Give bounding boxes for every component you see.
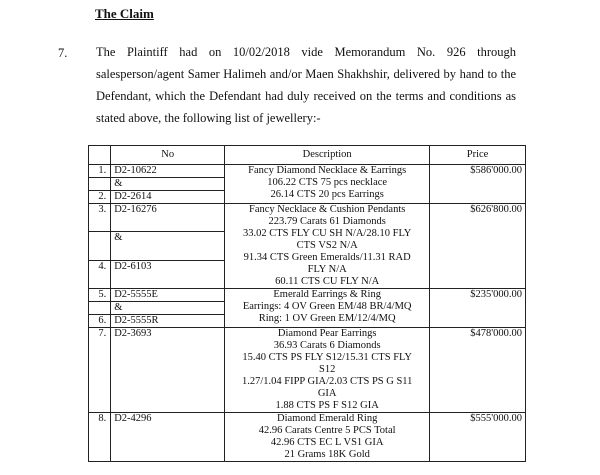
row-index — [89, 302, 111, 315]
row-price: $555'000.00 — [430, 413, 526, 462]
row-item-no: D2-5555R — [111, 315, 225, 328]
table-row — [89, 165, 526, 178]
paragraph-line: stated above, the following list of jewellery:- — [96, 111, 321, 125]
row-item-no: D2-6103 — [111, 260, 225, 288]
description-line: S12 — [319, 364, 336, 375]
description-line: Ring: 1 OV Green EM/12/4/MQ — [258, 313, 396, 324]
description-line: GIA — [317, 388, 337, 399]
paragraph-line: Defendant, which the Defendant had duly received on the terms and conditions as — [96, 89, 516, 103]
table-header-row — [89, 146, 526, 165]
section-heading: The Claim — [95, 6, 154, 21]
description-line: 42.96 Carats Centre 5 PCS Total — [258, 425, 396, 436]
row-item-no: & — [111, 302, 225, 315]
paragraph-line: salesperson/agent Samer Halimeh and/or Maen Shakhshir, delivered by hand to the — [96, 67, 516, 81]
row-index: 5. — [89, 289, 111, 302]
row-item-no: D2-4296 — [111, 413, 225, 462]
jewellery-table — [88, 145, 526, 462]
header-description: Description — [225, 146, 430, 165]
row-item-no: D2-10622 — [111, 165, 225, 178]
description-line: 36.93 Carats 6 Diamonds — [273, 340, 381, 351]
row-index: 2. — [89, 191, 111, 204]
table-row — [89, 328, 526, 413]
row-index — [89, 178, 111, 191]
table-row — [89, 289, 526, 302]
row-description — [225, 165, 430, 204]
description-line: 42.96 CTS EC L VS1 GIA — [270, 437, 384, 448]
row-index: 1. — [89, 165, 111, 178]
description-line: 26.14 CTS 20 pcs Earrings — [270, 189, 384, 200]
row-price: $626'800.00 — [430, 204, 526, 289]
paragraph-line: The Plaintiff had on 10/02/2018 vide Memorandum No. 926 through — [96, 45, 516, 59]
description-line: 21 Grams 18K Gold — [284, 449, 370, 460]
description-line: 60.11 CTS CU FLY N/A — [275, 276, 380, 287]
table-row — [89, 413, 526, 462]
description-line: CTS VS2 N/A — [296, 240, 358, 251]
claim-paragraph — [96, 41, 516, 129]
description-line: Emerald Earrings & Ring — [273, 289, 381, 300]
row-item-no: D2-2614 — [111, 191, 225, 204]
row-item-no: & — [111, 178, 225, 191]
description-line: 106.22 CTS 75 pcs necklace — [267, 177, 388, 188]
description-line: 1.88 CTS PS F S12 GIA — [275, 400, 379, 411]
description-line: Fancy Diamond Necklace & Earrings — [248, 165, 407, 176]
table-row — [89, 204, 526, 232]
row-index: 7. — [89, 328, 111, 413]
description-line: 15.40 CTS PS FLY S12/15.31 CTS FLY — [242, 352, 412, 363]
description-line: 33.02 CTS FLY CU SH N/A/28.10 FLY — [242, 228, 412, 239]
description-line: Fancy Necklace & Cushion Pendants — [249, 204, 406, 215]
row-item-no: & — [111, 232, 225, 260]
row-description — [225, 413, 430, 462]
description-line: 91.34 CTS Green Emeralds/11.31 RAD — [243, 252, 411, 263]
row-description — [225, 289, 430, 328]
row-index: 3. — [89, 204, 111, 232]
row-item-no: D2-5555E — [111, 289, 225, 302]
description-line: FLY N/A — [307, 264, 347, 275]
row-description — [225, 328, 430, 413]
table-body — [89, 165, 526, 462]
paragraph-number: 7. — [58, 46, 68, 60]
row-price: $478'000.00 — [430, 328, 526, 413]
header-no: No — [111, 146, 225, 165]
header-index — [89, 146, 111, 165]
row-index: 6. — [89, 315, 111, 328]
row-index — [89, 232, 111, 260]
description-line: 223.79 Carats 61 Diamonds — [268, 216, 386, 227]
description-line: 1.27/1.04 FIPP GIA/2.03 CTS PS G S11 — [241, 376, 413, 387]
description-line: Diamond Pear Earrings — [277, 328, 377, 339]
row-index: 4. — [89, 260, 111, 288]
row-price: $235'000.00 — [430, 289, 526, 328]
row-price: $586'000.00 — [430, 165, 526, 204]
row-item-no: D2-3693 — [111, 328, 225, 413]
description-line: Earrings: 4 OV Green EM/48 BR/4/MQ — [242, 301, 412, 312]
row-index: 8. — [89, 413, 111, 462]
row-item-no: D2-16276 — [111, 204, 225, 232]
description-line: Diamond Emerald Ring — [277, 413, 378, 424]
header-price: Price — [430, 146, 526, 165]
row-description — [225, 204, 430, 289]
